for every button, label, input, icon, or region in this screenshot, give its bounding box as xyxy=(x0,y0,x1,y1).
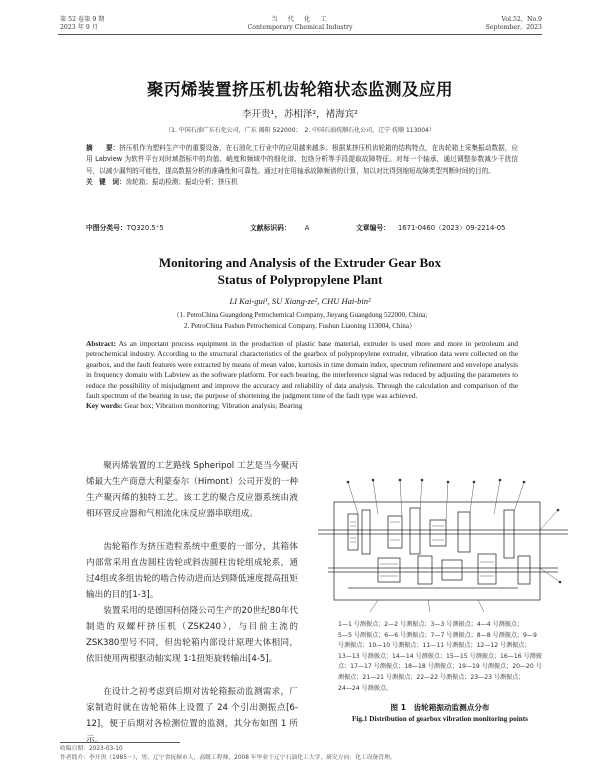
gear-c xyxy=(430,520,446,546)
keywords-en-text: Gear box; Vibration monitoring; Vibration analysis; Bearing xyxy=(124,401,303,411)
legend-line: 24—24 号测振点。 xyxy=(338,684,393,692)
header-right xyxy=(486,16,542,32)
gear-a xyxy=(348,514,358,550)
keywords-cn-text: 齿轮箱；振动检测；振动分析；挤压机 xyxy=(125,177,238,186)
journal-name-en: Contemporary Chemical Industry xyxy=(247,24,353,31)
figure-caption-en: Fig.1 Distribution of gearbox vibration monitoring points xyxy=(352,715,528,723)
article-number xyxy=(356,222,505,232)
authors-cn: 李开贵¹，苏相泽²，褚海宾² xyxy=(242,109,358,120)
legend-line: 测振点；21—21 号测振点；22—22 号测振点；23—23 号测振点； xyxy=(338,673,525,681)
affiliation-en-1: （1. PetroChina Guangdong Petrochemical Company, Jieyang Guangdong 522000, China; xyxy=(172,311,428,319)
abstract-en xyxy=(86,339,518,412)
legend-line: 号测振点；10—10 号测振点；11—11 号测振点；12—12 号测振点； xyxy=(338,642,531,650)
abstract-cn-text: 挤压机作为塑料生产中的重要设备，在石油化工行业中的应用越来越多。根据某挤压机齿轮箱的结构特点，在齿轮箱上采集振动数据，应用 Labview 为软件平台对时域指标中的均值、峭度和频域中的细化谱、包络分析等手段提取故障特征。对每一个轴承，通过调整参数减少干扰信号，以减少漏判的可能性，提高数据分析的准确性和可靠性。通过对在用轴承故障频谱的计算，加以对比得到缩短故障类型判断时间的目的。 xyxy=(86,144,519,175)
abstract-cn xyxy=(86,143,518,188)
legend-line: 13—13 号测振点；14—14 号测振点；15—15 号测振点；16—16 号测振 xyxy=(338,652,542,660)
doc-label: 文献标识码： xyxy=(250,224,291,232)
abstract-cn-label: 摘 要： xyxy=(86,144,120,152)
header-rule xyxy=(58,34,542,35)
paragraph-3: 装置采用的是德国科倍隆公司生产的20世纪80年代制造的双螺杆挤压机（ZSK240），与目前主流的ZSK380型号不同，但齿轮箱内部设计原理大体相同，依旧使用两根驱动轴实现 1∶1扭矩旋转输出[4-5]。 xyxy=(86,606,298,664)
keywords-cn xyxy=(86,177,518,188)
legend-line: 5—5 号测振点；6—6 号测振点；7—7 号测振点；8—8 号测振点；9—9 xyxy=(338,631,537,639)
affiliation-cn: （1. 中国石油广东石化公司，广东 揭阳 522000； 2. 中国石油抚顺石化公司，辽宁 抚顺 113004） xyxy=(165,127,435,134)
doc-value: A xyxy=(304,224,310,232)
journal-name-cn: 当 代 化 工 xyxy=(271,16,329,23)
legend-line: 1—1 号测振点；2—2 号测振点；3—3 号测振点；4—4 号测振点； xyxy=(338,621,524,628)
figure-caption-cn: 图 1 齿轮箱振动监测点分布 xyxy=(390,703,490,712)
pub-date-cn: 2023 年 9 月 xyxy=(60,24,98,31)
clc-value: TQ320.5⁺5 xyxy=(126,224,164,232)
page-title: 聚丙烯装置挤压机齿轮箱状态监测及应用 xyxy=(147,80,453,99)
title-en xyxy=(0,254,600,288)
article-label: 文章编号： xyxy=(356,224,390,232)
author-bio: 作者简介：李开贵（1985－），男，辽宁省抚顺市人，高级工程师，2008 年毕业于辽宁石油化工大学，研究方向：化工设备管理。 xyxy=(60,755,396,761)
keywords-en-label: Key words: xyxy=(86,401,123,411)
figure-legend xyxy=(338,620,544,694)
gearbox-diagram xyxy=(318,470,568,615)
keywords-cn-label: 关 键 词： xyxy=(86,177,126,186)
affiliation-en-2: 2. PetroChina Fushun Petrochemical Company, Fushun Liaoning 113004, China） xyxy=(183,322,417,330)
header-center xyxy=(200,16,400,32)
title-en-line-1: Monitoring and Analysis of the Extruder Gear Box xyxy=(158,255,442,270)
clc-label: 中图分类号： xyxy=(86,224,127,232)
gearbox-housing xyxy=(334,502,540,600)
paragraph-1: 聚丙烯装置的工艺路线 Spheripol 工艺是当今聚丙烯最大生产商意大利蒙泰尔（Himont）公司开发的一种生产聚丙烯的独特工艺。该工艺的聚合反应器系统由液相环管反应器和气相流化床反应器串联组成。 xyxy=(86,461,298,519)
gear-e xyxy=(378,558,400,582)
legend-line: 点；17—17 号测振点；18—18 号测振点；19—19 号测振点；20—20 号 xyxy=(338,663,542,671)
article-value: 1671-0460（2023）09-2214-05 xyxy=(397,224,506,232)
title-en-line-2: Status of Polypropylene Plant xyxy=(217,272,383,287)
header-left xyxy=(60,16,104,32)
gear-d xyxy=(478,554,496,584)
abstract-en-label: Abstract: xyxy=(86,339,116,348)
paragraph-4: 在设计之初考虑到后期对齿轮箱振动监测需求，厂家制造时就在齿轮箱体上设置了 24 个引出测振点[6-12]，便于后期对各检测位置的监测，其分布如图 1 所示。 xyxy=(86,687,298,745)
gear-b xyxy=(388,516,402,548)
received-date: 收稿日期：2023-03-10 xyxy=(60,746,123,752)
pub-date-en: September，2023 xyxy=(485,24,542,31)
authors-en: LI Kai-gui¹, SU Xiang-ze², CHU Hai-bin² xyxy=(229,296,371,306)
paragraph-2: 齿轮箱作为挤压造粒系统中重要的一部分，其箱体内部常采用直齿圆柱齿轮或斜齿圆柱齿轮组成轮系，通过4组或多组齿轮的啮合传动进而达到降低速度提高扭矩输出的目的[1-3]。 xyxy=(86,542,298,600)
footnote-rule xyxy=(60,742,180,743)
abstract-en-text: As an important process equipment in the production of plastic base material, extruder is used more and more in petroleum and petrochemical industry. According to the structural characteristics of the gearbox of polypropylene extruder, vibration data were collected on the gearbox, and the fault features were extracted by means of mean value, kurtosis in time domain index, spectrum refinement and envelope analysis in frequency domain with Labview as the software platform. For each bearing, the interference signal was reduced by adjusting the parameters to reduce the possibility of misjudgment and improve the accuracy and reliability of data analysis. Through the calculation and comparison of the fault spectrum of the bearing in use, the purpose of shortening the judgment time of the fault type was achieved. xyxy=(86,339,518,401)
volume-issue: 第 52 卷第 9 期 xyxy=(60,16,105,23)
clc-number xyxy=(86,222,164,232)
keywords-en xyxy=(86,401,518,411)
doc-code xyxy=(250,222,309,232)
volume-issue-en: Vol.52，No.9 xyxy=(501,16,542,23)
